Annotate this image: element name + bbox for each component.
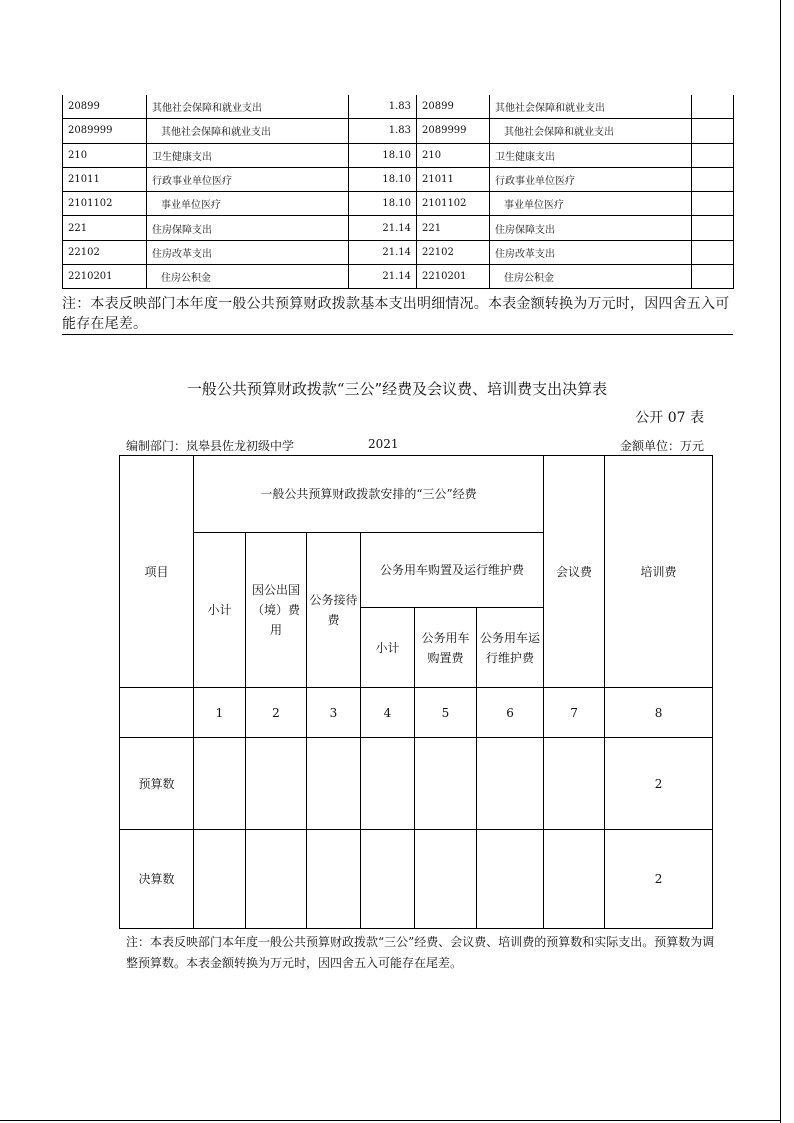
detail-amount: 18.10	[349, 192, 417, 216]
detail-code: 2210201	[63, 265, 147, 289]
detail-code: 210	[417, 143, 490, 167]
column-number-blank	[120, 688, 194, 738]
detail-name: 住房改革支出	[147, 240, 349, 264]
table-row	[63, 95, 734, 119]
table-cell: 2	[605, 738, 713, 830]
column-number-row	[120, 688, 713, 738]
detail-amount: 1.83	[349, 95, 417, 119]
detail-code: 2101102	[63, 192, 147, 216]
table-row	[63, 192, 734, 216]
table-cell	[544, 738, 605, 830]
detail-name: 其他社会保障和就业支出	[147, 119, 349, 143]
table-row	[63, 240, 734, 264]
row-label: 决算数	[120, 830, 194, 929]
column-number: 2	[246, 688, 307, 738]
table-row	[120, 738, 713, 830]
detail-code: 2101102	[417, 192, 490, 216]
dept-name: 岚皋县佐龙初级中学	[186, 439, 295, 453]
detail-code: 2089999	[417, 119, 490, 143]
detail-code: 210	[63, 143, 147, 167]
detail-name: 住房公积金	[490, 265, 692, 289]
sangong-table-note: 注：本表反映部门本年度一般公共预算财政拨款“三公”经费、会议费、培训费的预算数和实际支出。预算数为调整预算数。本表金额转换为万元时，因四舍五入可能存在尾差。	[126, 935, 715, 970]
table-cell	[361, 738, 415, 830]
page-bottom-border	[0, 1120, 781, 1121]
detail-amount: 18.10	[349, 167, 417, 191]
table-cell	[307, 738, 361, 830]
column-number: 8	[605, 688, 713, 738]
detail-amount	[692, 216, 734, 240]
detail-name: 住房保障支出	[147, 216, 349, 240]
detail-amount	[692, 192, 734, 216]
header-travel: 因公出国（境）费用	[246, 533, 307, 688]
column-number: 5	[415, 688, 477, 738]
detail-name: 住房改革支出	[490, 240, 692, 264]
table-row	[120, 830, 713, 929]
detail-name: 住房保障支出	[490, 216, 692, 240]
table-cell	[307, 830, 361, 929]
detail-code: 21011	[63, 167, 147, 191]
basic-expenditure-detail-table	[62, 95, 734, 289]
detail-amount: 18.10	[349, 143, 417, 167]
table-cell	[415, 830, 477, 929]
detail-amount	[692, 240, 734, 264]
header-meeting: 会议费	[544, 456, 605, 688]
header-subtotal: 小计	[194, 533, 246, 688]
header-vehicle-operation: 公务用车运行维护费	[477, 608, 544, 688]
table-cell	[361, 830, 415, 929]
sangong-expenditure-table	[119, 455, 713, 929]
detail-amount: 21.14	[349, 240, 417, 264]
detail-name: 卫生健康支出	[147, 143, 349, 167]
table-cell	[415, 738, 477, 830]
column-number: 1	[194, 688, 246, 738]
header-item: 项目	[120, 456, 194, 688]
table-cell	[477, 830, 544, 929]
year-label: 2021	[368, 437, 399, 451]
detail-code: 221	[417, 216, 490, 240]
detail-name: 住房公积金	[147, 265, 349, 289]
header-reception: 公务接待费	[307, 533, 361, 688]
page-title: 一般公共预算财政拨款“三公”经费及会议费、培训费支出决算表	[186, 380, 608, 398]
header-vehicle-group: 公务用车购置及运行维护费	[361, 533, 544, 608]
detail-name: 事业单位医疗	[147, 192, 349, 216]
detail-code: 221	[63, 216, 147, 240]
column-number: 7	[544, 688, 605, 738]
table-cell	[194, 830, 246, 929]
detail-name: 其他社会保障和就业支出	[490, 95, 692, 119]
note-divider	[62, 334, 733, 335]
detail-table-note: 注：本表反映部门本年度一般公共预算财政拨款基本支出明细情况。本表金额转换为万元时，因四舍五入可能存在尾差。	[62, 296, 730, 332]
column-number: 3	[307, 688, 361, 738]
page-right-border	[780, 0, 781, 1123]
detail-name: 卫生健康支出	[490, 143, 692, 167]
detail-name: 行政事业单位医疗	[490, 167, 692, 191]
dept-line	[126, 437, 294, 454]
header-vehicle-subtotal: 小计	[361, 608, 415, 688]
detail-amount: 1.83	[349, 119, 417, 143]
table-row	[63, 216, 734, 240]
table-cell: 2	[605, 830, 713, 929]
detail-amount	[692, 119, 734, 143]
detail-name: 其他社会保障和就业支出	[490, 119, 692, 143]
row-label: 预算数	[120, 738, 194, 830]
table-cell	[194, 738, 246, 830]
table-cell	[477, 738, 544, 830]
detail-code: 22102	[417, 240, 490, 264]
column-number: 4	[361, 688, 415, 738]
table-cell	[544, 830, 605, 929]
header-vehicle-purchase: 公务用车购置费	[415, 608, 477, 688]
column-number: 6	[477, 688, 544, 738]
detail-code: 2210201	[417, 265, 490, 289]
detail-code: 20899	[417, 95, 490, 119]
detail-name: 其他社会保障和就业支出	[147, 95, 349, 119]
table-cell	[246, 738, 307, 830]
detail-code: 22102	[63, 240, 147, 264]
table-row	[63, 265, 734, 289]
detail-amount	[692, 143, 734, 167]
detail-name: 事业单位医疗	[490, 192, 692, 216]
table-row	[63, 119, 734, 143]
table-code: 公开 07 表	[635, 410, 704, 426]
detail-code: 2089999	[63, 119, 147, 143]
detail-name: 行政事业单位医疗	[147, 167, 349, 191]
header-sangong-group: 一般公共预算财政拨款安排的“三公”经费	[194, 456, 544, 533]
detail-amount	[692, 95, 734, 119]
detail-code: 20899	[63, 95, 147, 119]
detail-amount	[692, 265, 734, 289]
dept-label: 编制部门：	[126, 439, 187, 453]
table-cell	[246, 830, 307, 929]
detail-amount: 21.14	[349, 216, 417, 240]
amount-unit: 金额单位：万元	[619, 439, 704, 453]
table-row	[63, 167, 734, 191]
detail-code: 21011	[417, 167, 490, 191]
detail-amount: 21.14	[349, 265, 417, 289]
header-training: 培训费	[605, 456, 713, 688]
detail-amount	[692, 167, 734, 191]
table-row	[63, 143, 734, 167]
